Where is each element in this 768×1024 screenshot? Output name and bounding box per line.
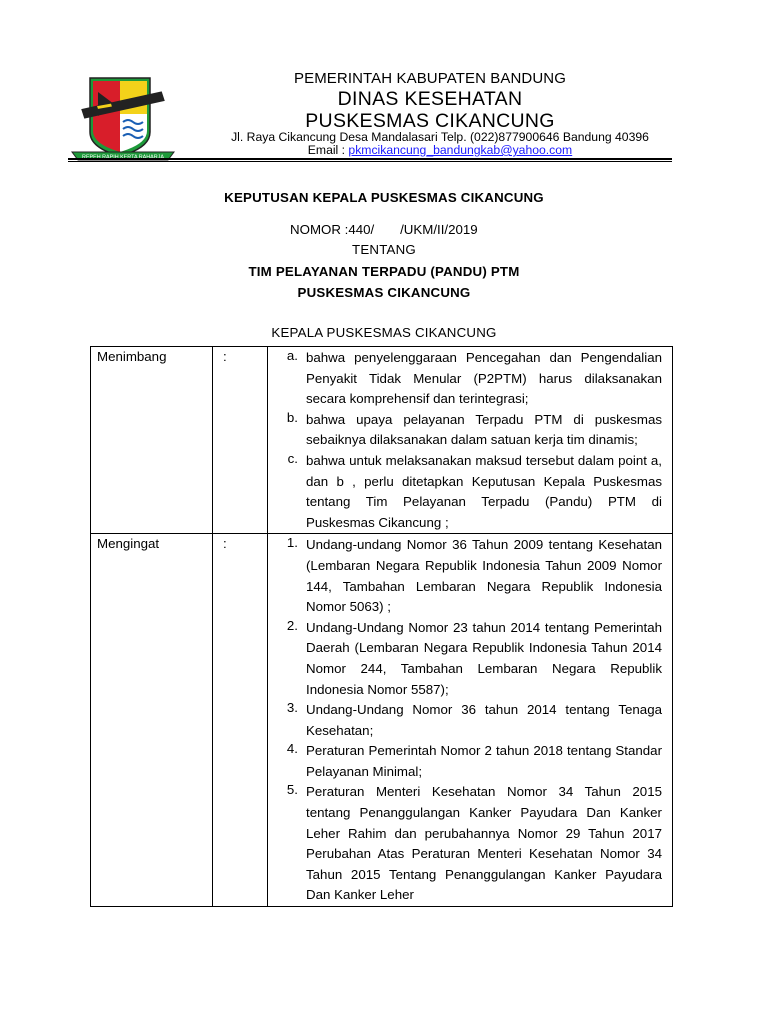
section-content <box>268 534 673 907</box>
table-row-menimbang <box>91 347 673 534</box>
item-marker: 5. <box>286 782 298 798</box>
item-text: bahwa untuk melaksanakan maksud tersebut dalam point a, dan b , perlu ditetapkan Keputusan Kepala Puskesmas tentang Tim Pelayanan Terpadu (Pandu) PTM di Puskesmas Cikancung ; <box>306 452 662 530</box>
tentang-label: TENTANG <box>352 242 416 257</box>
item-text: bahwa upaya pelayanan Terpadu PTM di puskesmas sebaiknya dilaksanakan dalam satuan kerja tim dinamis; <box>306 411 662 448</box>
bandung-coat-of-arms-icon <box>68 74 178 164</box>
list-item <box>268 348 662 410</box>
email-label: Email : <box>307 143 349 157</box>
table-row-mengingat <box>91 534 673 907</box>
item-text: Undang-Undang Nomor 23 tahun 2014 tentang Pemerintah Daerah (Lembaran Negara Republik Indonesia Tahun 2014 Nomor 244, Tambahan Lembaran Negara Republik Indonesia Nomor 5587); <box>306 619 662 697</box>
item-text: bahwa penyelenggaraan Pencegahan dan Pengendalian Penyakit Tidak Menular (P2PTM) harus dilaksanakan secara komprehensif dan terintegrasi; <box>306 350 662 407</box>
section-label: Menimbang <box>91 347 213 534</box>
section-content <box>268 347 673 534</box>
list-item <box>268 451 662 533</box>
decree-title: KEPUTUSAN KEPALA PUSKESMAS CIKANCUNG <box>224 190 544 205</box>
decree-number: NOMOR :440/ /UKM/II/2019 <box>290 222 478 237</box>
item-text: Undang-undang Nomor 36 Tahun 2009 tentang Kesehatan (Lembaran Negara Republik Indonesia Tahun 2009 Nomor 144, Tambahan Lembaran Negara Republik Indonesia Nomor 5063) ; <box>306 537 662 615</box>
letterhead-rule-thin <box>68 161 672 162</box>
issuing-official: KEPALA PUSKESMAS CIKANCUNG <box>271 325 497 340</box>
section-colon: : <box>213 534 268 907</box>
letterhead-address: Jl. Raya Cikancung Desa Mandalasari Telp. (022)877900646 Bandung 40396 <box>231 130 649 144</box>
list-item <box>268 535 662 617</box>
letterhead-line1: PEMERINTAH KABUPATEN BANDUNG <box>293 70 566 87</box>
item-marker: b. <box>286 409 298 425</box>
letterhead-rule <box>68 158 672 160</box>
item-marker: 3. <box>286 700 298 716</box>
email-link[interactable]: pkmcikancung_bandungkab@yahoo.com <box>348 143 573 157</box>
list-item <box>268 782 662 906</box>
item-text: Undang-Undang Nomor 36 tahun 2014 tentang Tenaga Kesehatan; <box>306 702 662 738</box>
subject-line2: PUSKESMAS CIKANCUNG <box>297 285 471 300</box>
letterhead-line3: PUSKESMAS CIKANCUNG <box>305 110 555 132</box>
item-marker: a. <box>286 348 298 363</box>
list-item <box>268 410 662 451</box>
list-item <box>268 741 662 782</box>
item-text: Peraturan Menteri Kesehatan Nomor 34 Tahun 2015 tentang Penanggulangan Kanker Payudara Dan Kanker Leher Rahim dan perubahannya Nomor 29 Tahun 2017 Perubahan Atas Peraturan Menteri Kesehatan Nomor 34 Tahun 2015 Tentang Penanggulangan Kanker Payudara Dan Kanker Leher <box>306 784 662 903</box>
item-marker: 2. <box>286 617 298 633</box>
item-marker: c. <box>287 450 298 466</box>
item-marker: 1. <box>286 535 298 551</box>
list-item <box>268 700 662 741</box>
item-text: Peraturan Pemerintah Nomor 2 tahun 2018 tentang Standar Pelayanan Minimal; <box>306 743 662 779</box>
letterhead-email-line <box>200 143 680 157</box>
item-marker: 4. <box>286 741 298 757</box>
list-item <box>268 618 662 700</box>
letterhead <box>190 70 670 132</box>
considerations-table <box>90 346 673 907</box>
section-label: Mengingat <box>91 534 213 907</box>
letterhead-line2: DINAS KESEHATAN <box>337 88 523 110</box>
subject-line1: TIM PELAYANAN TERPADU (PANDU) PTM <box>248 264 520 279</box>
section-colon: : <box>213 347 268 534</box>
